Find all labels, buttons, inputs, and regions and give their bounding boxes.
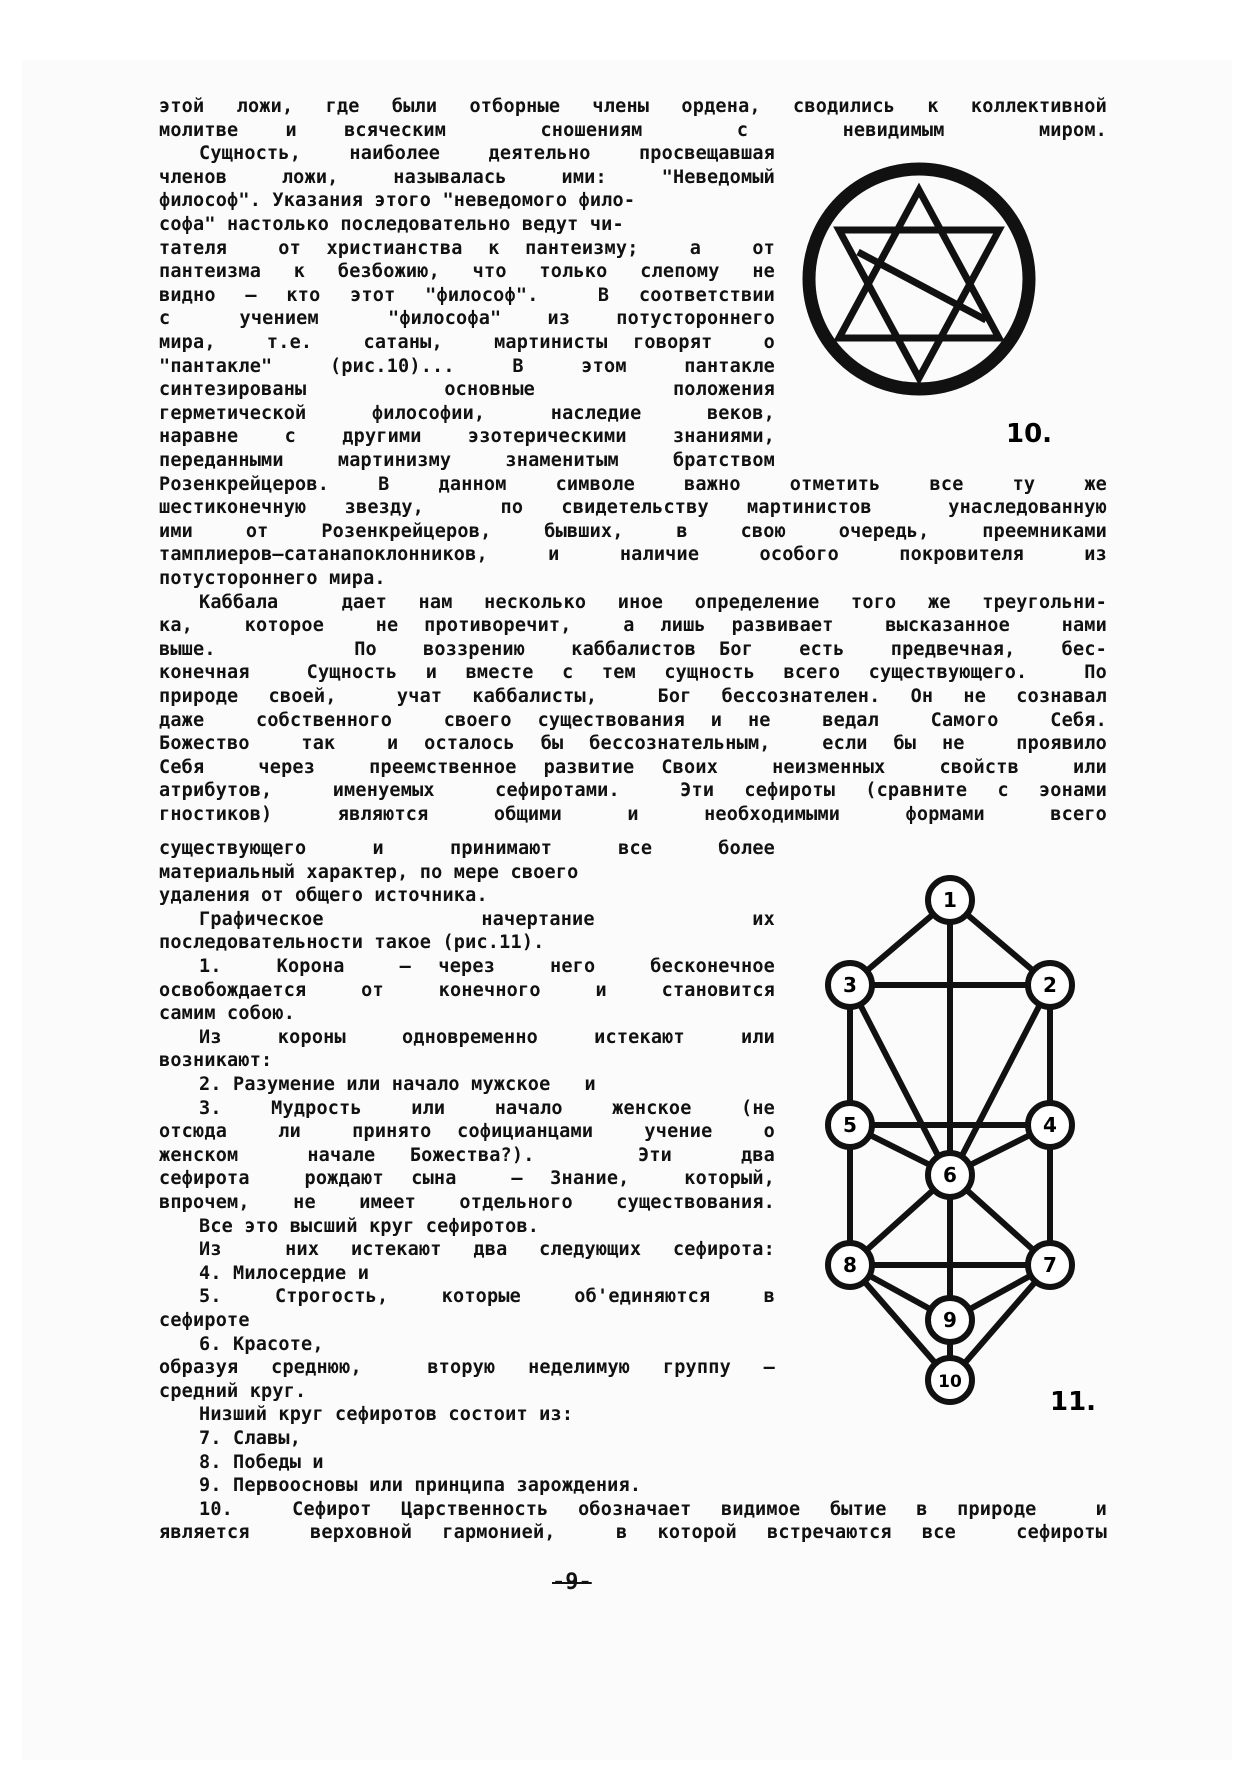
- sephira-number-7: 7: [1043, 1253, 1057, 1277]
- text-line: Каббала дает нам несколько иное определение того же треугольни-: [199, 591, 1107, 613]
- text-line: Сущность, наиболее деятельно просвещавшая: [199, 143, 775, 165]
- sephira-number-10: 10: [938, 1372, 962, 1392]
- text-line: потустороннего мира.: [159, 568, 386, 589]
- text-line: переданными мартинизму знаменитым братством: [159, 450, 775, 471]
- text-line: видно – кто этот "философ". В соответствии: [159, 284, 775, 306]
- text-line: шестиконечную звезду, по свидетельству мартинистов унаследованную: [159, 497, 1107, 519]
- text-line: женском начале Божества?). Эти два: [159, 1144, 775, 1166]
- figure-10-label: 10.: [1006, 419, 1053, 449]
- text-line: ими от Розенкрейцеров, бывших, в свою очередь, преемниками: [159, 520, 1107, 542]
- text-line: Графическое начертание их: [199, 908, 775, 930]
- text-line: материальный характер, по мере своего: [159, 861, 579, 883]
- sephira-number-4: 4: [1043, 1113, 1057, 1137]
- text-line: 10. Сефирот Царственность обозначает видимое бытие в природе и: [199, 1498, 1107, 1520]
- text-line: 1. Корона – через него бесконечное: [199, 956, 775, 977]
- text-line: 3. Мудрость или начало женское (не: [199, 1097, 775, 1119]
- text-line: существующего и принимают все более: [159, 838, 775, 859]
- text-line: возникают:: [159, 1050, 273, 1072]
- text-line: отсюда ли принято софицианцами учение о: [159, 1121, 775, 1143]
- text-line: удаления от общего источника.: [159, 885, 488, 907]
- figure-11-label: 11.: [1050, 1387, 1097, 1417]
- text-line: с учением "философа" из потустороннего: [159, 308, 775, 330]
- text-line: гностиков) являются общими и необходимыми формами всего: [159, 804, 1107, 825]
- text-line: является верховной гармонией, в которой встречаются все сефироты: [159, 1522, 1107, 1544]
- text-line: пантеизма к безбожию, что только слепому не: [159, 261, 775, 283]
- pantacle-figure-10: [800, 160, 1060, 460]
- text-line: выше. По воззрению каббалистов Бог есть предвечная, бес-: [159, 638, 1107, 660]
- text-line: 2. Разумение или начало мужское и: [199, 1074, 596, 1095]
- text-line: 9. Первоосновы или принципа зарождения.: [199, 1475, 642, 1497]
- text-line: 5. Строгость, которые об'единяются в: [199, 1286, 775, 1308]
- text-line: Все это высший круг сефиротов.: [199, 1215, 540, 1237]
- sephira-number-2: 2: [1043, 973, 1057, 997]
- text-line: тателя от христианства к пантеизму; а от: [159, 237, 775, 259]
- text-line: Божество так и осталось бы бессознательным, если бы не проявило: [159, 733, 1107, 755]
- text-line: философ". Указания этого "неведомого фило-: [159, 190, 636, 212]
- text-line: средний круг.: [159, 1380, 307, 1402]
- text-line: 7. Славы,: [199, 1428, 302, 1449]
- text-line: молитве и всяческим сношениям с невидимым миром.: [159, 119, 1107, 141]
- text-line: Из них истекают два следующих сефирота:: [199, 1239, 775, 1261]
- text-line: членов ложи, называлась ими: "Неведомый: [159, 166, 775, 188]
- text-line: Розенкрейцеров. В данном символе важно отметить все ту же: [159, 473, 1107, 495]
- pantacle-circle-icon: [809, 169, 1029, 389]
- text-line: сефирота рождают сына – Знание, который,: [159, 1168, 775, 1190]
- text-line: ка, которое не противоречит, а лишь развивает высказанное нами: [159, 615, 1107, 637]
- text-line: природе своей, учат каббалисты, Бог бессознателен. Он не сознавал: [159, 686, 1107, 707]
- text-line: тамплиеров–сатанапоклонников, и наличие особого покровителя из: [159, 544, 1107, 566]
- sephirot-tree-figure-11: [800, 870, 1100, 1430]
- text-line: софа" настолько последовательно ведут чи-: [159, 214, 624, 235]
- text-line: даже собственного своего существования и не ведал Самого Себя.: [159, 709, 1107, 731]
- text-line: освобождается от конечного и становится: [159, 979, 775, 1001]
- text-line: впрочем, не имеет отдельного существования.: [159, 1192, 775, 1213]
- text-line: мира, т.е. сатаны, мартинисты говорят о: [159, 332, 775, 353]
- text-line: самим собою.: [159, 1003, 296, 1025]
- sephira-number-8: 8: [843, 1253, 857, 1277]
- text-line: конечная Сущность и вместе с тем сущность всего существующего. По: [159, 662, 1107, 684]
- text-line: сефироте: [159, 1310, 250, 1331]
- text-line: этой ложи, где были отборные члены ордена, сводились к коллективной: [159, 96, 1107, 117]
- sephira-number-5: 5: [843, 1113, 857, 1137]
- text-line: герметической философии, наследие веков,: [159, 402, 775, 424]
- text-line: наравне с другими эзотерическими знаниями,: [159, 426, 775, 448]
- text-line: атрибутов, именуемых сефиротами. Эти сефироты (сравните с эонами: [159, 780, 1107, 802]
- sephira-number-1: 1: [943, 888, 957, 912]
- text-line: Из короны одновременно истекают или: [199, 1026, 775, 1048]
- text-line: 6. Красоте,: [199, 1333, 324, 1355]
- text-line: синтезированы основные положения: [159, 379, 775, 401]
- text-line: 8. Победы и: [199, 1451, 324, 1473]
- page-number: -9-: [552, 1570, 592, 1595]
- text-line: 4. Милосердие и: [199, 1262, 370, 1284]
- text-line: образуя среднюю, вторую неделимую группу –: [159, 1357, 775, 1379]
- sephira-number-6: 6: [943, 1163, 957, 1187]
- sephira-number-3: 3: [843, 973, 857, 997]
- text-line: Себя через преемственное развитие Своих неизменных свойств или: [159, 756, 1107, 778]
- text-line: "пантакле" (рис.10)... В этом пантакле: [159, 355, 775, 377]
- text-line: последовательности такое (рис.11).: [159, 932, 545, 954]
- text-line: Низший круг сефиротов состоит из:: [199, 1404, 574, 1426]
- sephira-number-9: 9: [943, 1308, 957, 1332]
